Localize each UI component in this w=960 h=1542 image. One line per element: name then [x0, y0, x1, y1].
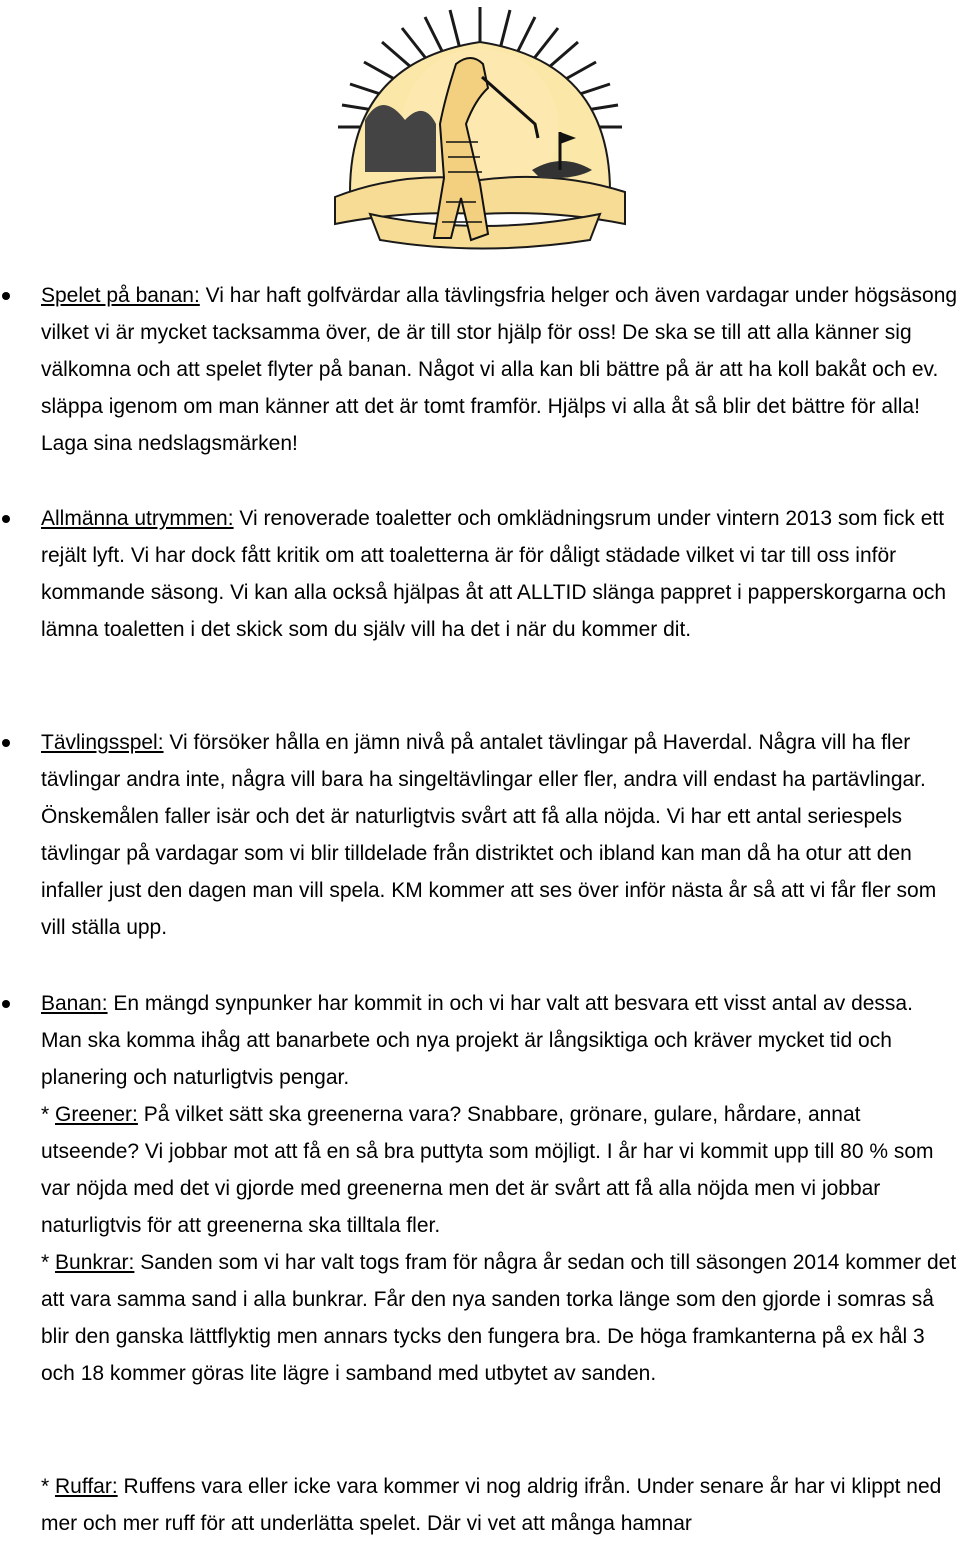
paragraph	[41, 1244, 959, 1392]
section-body: Vi har haft golfvärdar alla tävlingsfria helger och även vardagar under högsäsong vilket vi är mycket tacksamma över, de är till stor hjälp för oss! De ska se till att alla känner sig välkomna och att spelet flyter på banan. Något vi alla kan bli bättre på är att ha koll bakåt och ev. släppa igenom om man känner att det är tomt framför. Hjälps vi alla åt så blir det bättre för alla! Laga sina nedslagsmärken!	[41, 284, 958, 455]
sub-item-prefix: *	[41, 1103, 56, 1126]
section-heading: Spelet på banan:	[41, 284, 200, 307]
paragraph	[41, 985, 959, 1096]
sub-item-prefix: *	[41, 1251, 56, 1274]
paragraph	[41, 277, 959, 462]
golfer-sun-logo-icon	[330, 2, 630, 264]
list-item	[0, 985, 960, 1096]
bullet-icon	[2, 1000, 10, 1008]
list-item	[0, 277, 960, 462]
sub-item-body: Sanden som vi har valt togs fram för några år sedan och till säsongen 2014 kommer det att vara samma sand i alla bunkrar. Får den nya sanden torka länge som den gjorde i somras så blir den ganska lättflyktig men annars tycks den fungera bra. De höga framkanterna på ex hål 3 och 18 kommer göras lite lägre i samband med utbytet av sanden.	[41, 1251, 957, 1385]
section-heading: Banan:	[41, 992, 108, 1015]
sub-item	[0, 1096, 960, 1244]
paragraph	[41, 1468, 959, 1542]
sub-item-prefix: *	[41, 1475, 56, 1498]
list-item	[0, 724, 960, 946]
sub-item	[0, 1244, 960, 1392]
sub-item	[0, 1468, 960, 1542]
paragraph	[41, 500, 959, 648]
sub-item-heading: Greener:	[55, 1103, 138, 1126]
sub-item-body: Ruffens vara eller icke vara kommer vi nog aldrig ifrån. Under senare år har vi klippt ned mer och mer ruff för att underlätta spelet. Där vi vet att många hamnar	[41, 1475, 942, 1535]
bullet-icon	[2, 739, 10, 747]
list-item	[0, 500, 960, 648]
section-heading: Tävlingsspel:	[41, 731, 164, 754]
paragraph	[41, 1096, 959, 1244]
section-body: Vi renoverade toaletter och omklädningsrum under vintern 2013 som fick ett rejält lyft. Vi har dock fått kritik om att toaletterna är för dåligt städade vilket vi tar till oss inför kommande säsong. Vi kan alla också hjälpas åt att ALLTID slänga pappret i papperskorgarna och lämna toaletten i det skick som du själv vill ha det i när du kommer dit.	[41, 507, 947, 641]
section-body: En mängd synpunker har kommit in och vi har valt att besvara ett visst antal av dessa. Man ska komma ihåg att banarbete och nya projekt är långsiktiga och kräver mycket tid och planering och naturligtvis pengar.	[41, 992, 913, 1089]
paragraph	[41, 724, 959, 946]
section-heading: Allmänna utrymmen:	[41, 507, 234, 530]
sub-item-heading: Bunkrar:	[55, 1251, 135, 1274]
bullet-icon	[2, 515, 10, 523]
section-body: Vi försöker hålla en jämn nivå på antalet tävlingar på Haverdal. Några vill ha fler tävlingar andra inte, några vill bara ha singeltävlingar eller fler, andra vill endast ha partävlingar. Önskemålen faller isär och det är naturligtvis svårt att få alla nöjda. Vi har ett antal seriespels tävlingar på vardagar som vi blir tilldelade från distriktet och ibland kan man då ha otur att den infaller just den dagen man vill spela. KM kommer att ses över inför nästa år så att vi får fler som vill ställa upp.	[41, 731, 937, 939]
sub-item-body: På vilket sätt ska greenerna vara? Snabbare, grönare, gulare, hårdare, annat utseende? Vi jobbar mot att få en så bra puttyta som möjligt. I år har vi kommit upp till 80 % som var nöjda med det vi gjorde med greenerna men det är svårt att få alla nöjda men vi jobbar naturligtvis för att greenerna ska tilltala fler.	[41, 1103, 934, 1237]
bullet-icon	[2, 292, 10, 300]
sub-item-heading: Ruffar:	[55, 1475, 118, 1498]
